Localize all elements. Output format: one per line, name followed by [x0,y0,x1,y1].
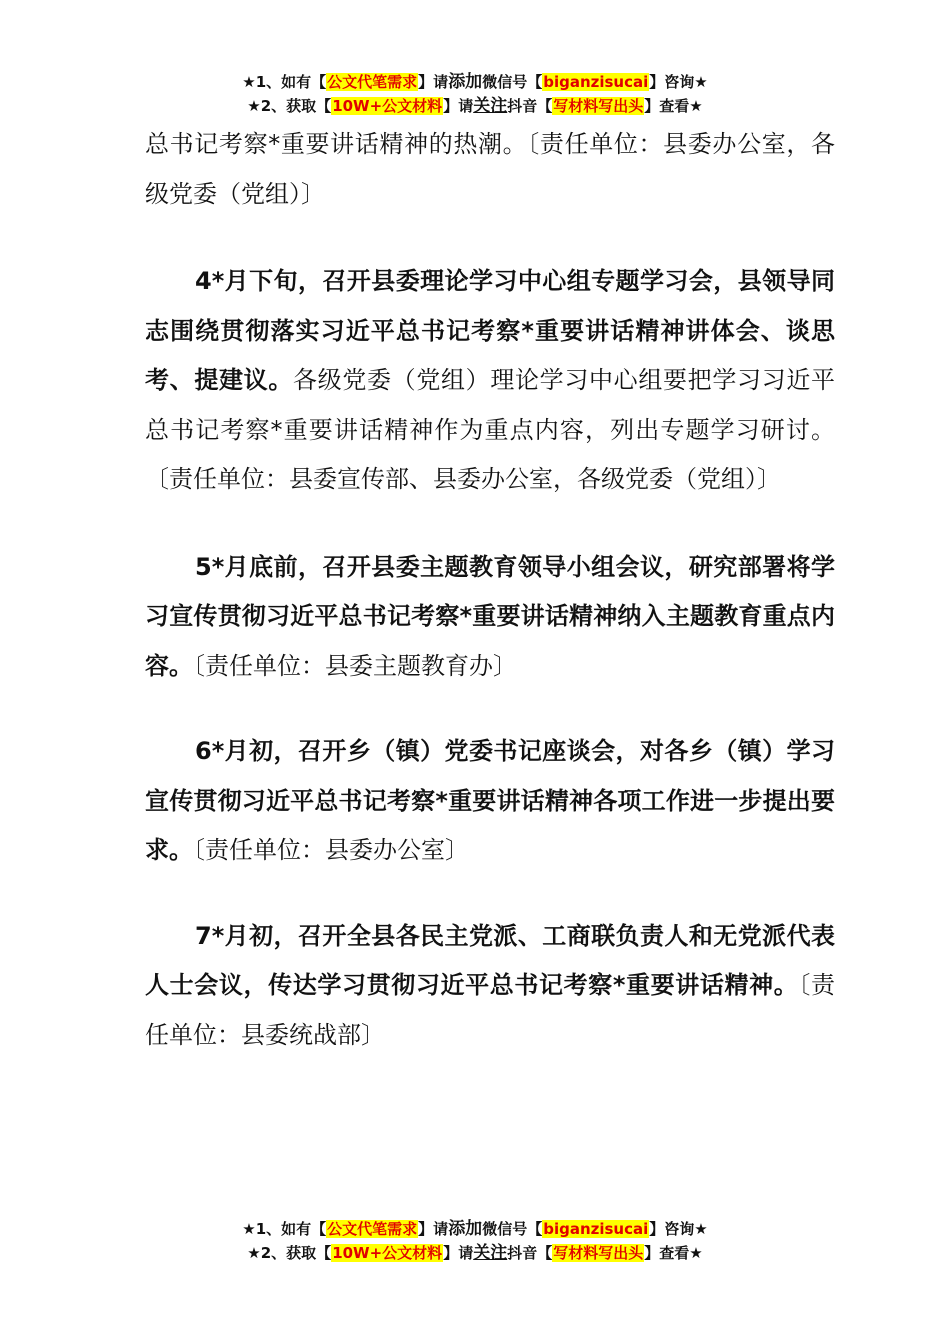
banner-text: ★1、如有【 [242,1220,327,1238]
banner-text: 】咨询★ [649,1220,708,1238]
paragraph-text: 〔责任单位：县委办公室〕 [193,836,469,864]
banner-highlight: biganzisucai [543,1220,649,1238]
header-banner [0,70,950,118]
banner-text: 】请 [443,97,474,115]
paragraph-item-5 [145,543,835,692]
banner-text: 】咨询★ [649,73,708,91]
paragraph-text: 〔责任单位：县委主题教育办〕 [193,651,517,680]
paragraph-item-7 [145,912,835,1061]
banner-emphasis: 添加 [448,72,483,92]
banner-emphasis: 添加 [448,1219,483,1239]
paragraph-continuation [145,120,835,219]
banner-text: 抖音【 [507,1244,553,1262]
banner-text: 微信号【 [482,1220,543,1238]
banner-text: ★2、获取【 [247,97,332,115]
footer-banner [0,1217,950,1265]
banner-highlight: 公文代笔需求 [327,73,418,91]
paragraph-lead: 7*月初，召开全县各民主党派、工商联负责人和无党派代表人士会议，传达学习贯彻习近平总书记考察*重要讲话精神。 [145,921,835,999]
banner-highlight: biganzisucai [543,73,649,91]
banner-text: 】请 [418,1220,449,1238]
banner-line-1 [0,1217,950,1241]
banner-text: 】请 [418,73,449,91]
banner-text: ★1、如有【 [242,73,327,91]
paragraph-text: 〔责任单位：县委统战部〕 [145,971,835,1049]
paragraph-text: 总书记考察*重要讲话精神的热潮。〔责任单位：县委办公室，各级党委（党组）〕 [145,130,835,208]
paragraph-item-6 [145,727,835,876]
banner-line-1 [0,70,950,94]
paragraph-text: 各级党委（党组）理论学习中心组要把学习习近平总书记考察*重要讲话精神作为重点内容，列出专题学习研讨。〔责任单位：县委宣传部、县委办公室，各级党委（党组）〕 [145,366,835,493]
document-body [145,120,835,1060]
banner-highlight: 写材料写出头 [553,97,644,115]
banner-text: 微信号【 [482,73,543,91]
banner-text: 抖音【 [507,97,553,115]
banner-highlight: 10W+公文材料 [332,97,443,115]
banner-text: 】请 [443,1244,474,1262]
banner-emphasis: 关注 [473,1243,508,1263]
paragraph-lead: 6*月初，召开乡（镇）党委书记座谈会，对各乡（镇）学习宣传贯彻习近平总书记考察*重要讲话精神各项工作进一步提出要求。 [145,737,835,864]
banner-text: 】查看★ [644,1244,703,1262]
banner-highlight: 公文代笔需求 [327,1220,418,1238]
banner-line-2 [0,1241,950,1265]
paragraph-lead: 5*月底前，召开县委主题教育领导小组会议，研究部署将学习宣传贯彻习近平总书记考察*重要讲话精神纳入主题教育重点内容。 [145,552,835,680]
banner-text: 】查看★ [644,97,703,115]
banner-highlight: 10W+公文材料 [332,1244,443,1262]
banner-text: ★2、获取【 [247,1244,332,1262]
banner-line-2 [0,94,950,118]
banner-emphasis: 关注 [473,96,508,116]
paragraph-item-4 [145,257,835,505]
banner-highlight: 写材料写出头 [553,1244,644,1262]
paragraph-lead: 4*月下旬，召开县委理论学习中心组专题学习会，县领导同志围绕贯彻落实习近平总书记考察*重要讲话精神讲体会、谈思考、提建议。 [145,267,835,394]
